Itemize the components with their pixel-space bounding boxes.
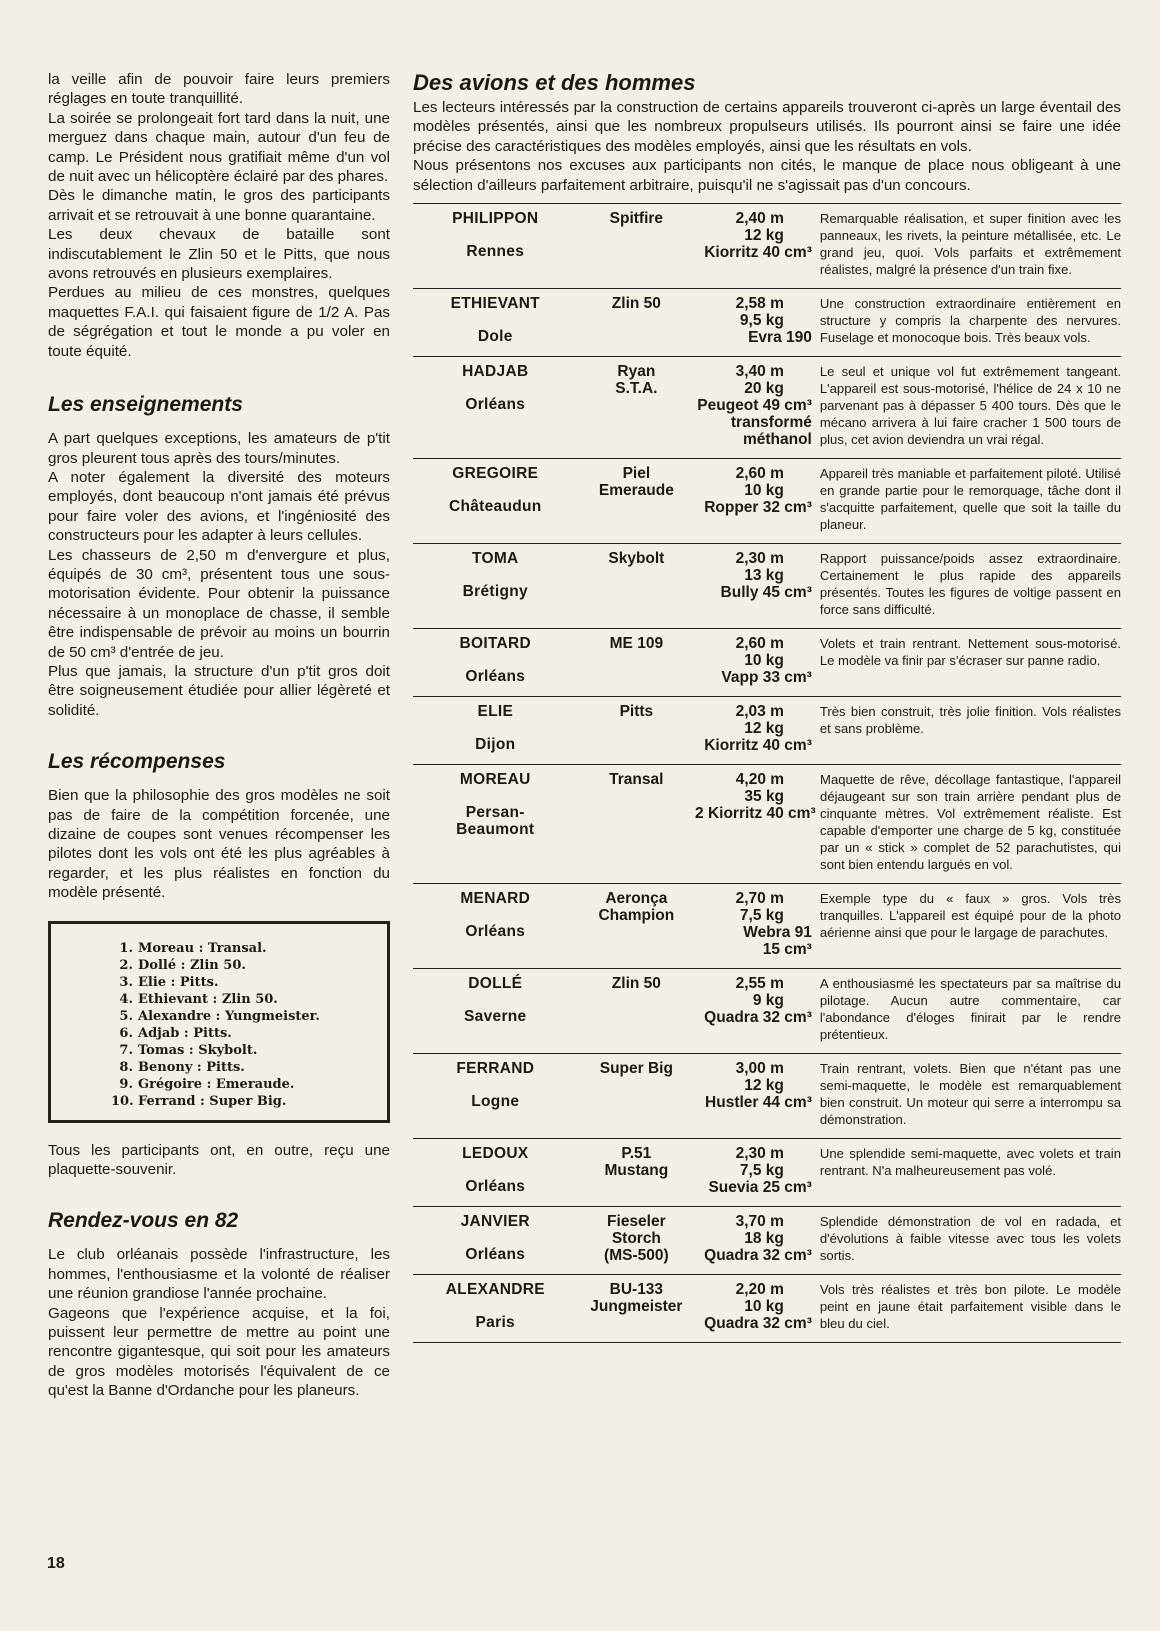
- pilot-cell: [413, 635, 578, 686]
- pilot-name: MENARD: [460, 890, 531, 908]
- model-line: (MS-500): [604, 1247, 669, 1265]
- specs-cell: [695, 1060, 812, 1128]
- spec-line: Quadra 32 cm³: [704, 1315, 812, 1333]
- spec-line: Suevia 25 cm³: [708, 1179, 812, 1197]
- pilot-town: Dole: [477, 328, 513, 346]
- notes-cell: Une construction extraordinaire entièrement en structure y compris la charpente des nervures. Fuselage et monocoque bois. Très beaux vols.: [819, 296, 1121, 346]
- awards-list: [111, 940, 377, 1110]
- pilot-town: Dijon: [475, 736, 516, 754]
- intro-paragraph: Nous présentons nos excuses aux participants non cités, le manque de place nous obligeant à une sélection d'ailleurs parfaitement arbitraire, puisqu'il ne s'agissait pas d'un concours.: [413, 157, 1121, 194]
- pilot-town: Brétigny: [462, 583, 528, 601]
- paragraph: la veille afin de pouvoir faire leurs premiers réglages en toute tranquillité.: [48, 71, 390, 108]
- award-item: [111, 1042, 377, 1059]
- award-item: [111, 974, 377, 991]
- pilot-cell: [413, 771, 577, 873]
- specs-cell: [695, 1213, 812, 1264]
- spec-line: 2,58 m: [735, 295, 784, 313]
- award-item: [111, 1076, 377, 1093]
- spec-line: 4,20 m: [735, 771, 785, 789]
- section-title-rendez-vous: Rendez-vous en 82: [48, 1209, 239, 1233]
- spec-line: 2,55 m: [735, 975, 784, 993]
- model-line: Zlin 50: [611, 975, 661, 993]
- pilot-town: [413, 804, 577, 838]
- model-line: Zlin 50: [611, 295, 661, 313]
- spec-line: Vapp 33 cm³: [721, 669, 812, 687]
- spec-line: 9 kg: [752, 992, 784, 1010]
- spec-line: 3,00 m: [735, 1060, 784, 1078]
- model-cell: [578, 1281, 696, 1332]
- spec-line: Bully 45 cm³: [720, 584, 812, 602]
- model-cell: [578, 635, 696, 686]
- paragraph: Les chasseurs de 2,50 m d'envergure et plus, équipés de 30 cm³, présentent tous une sous-motorisation évidente. Pour obtenir la puissance nécessaire à un monoplace de chasse, il semble être indispensable de prévoir au moins un bourrin de 50 cm³ d'entrée de jeu.: [48, 546, 390, 661]
- pilot-name: LEDOUX: [462, 1145, 529, 1163]
- notes-cell: Train rentrant, volets. Bien que n'étant pas une semi-maquette, le modèle est remarquablement bien construit. Un moteur qui serre a interrompu sa démonstration.: [819, 1061, 1121, 1128]
- specs-cell: [695, 975, 812, 1043]
- spec-line: 35 kg: [744, 788, 785, 806]
- pilot-cell: [413, 703, 578, 754]
- paragraph: Perdues au milieu de ces monstres, quelques maquettes F.A.I. qui faisaient figure de 1/2 A. Pas de ségrégation et tout le monde a pu voler en toute équité.: [48, 284, 390, 360]
- award-rank: 6.: [119, 1025, 133, 1041]
- spec-line: Hustler 44 cm³: [705, 1094, 812, 1112]
- award-rank: 5.: [119, 1008, 133, 1024]
- award-rank: 8.: [119, 1059, 133, 1075]
- pilot-cell: [413, 550, 578, 618]
- notes-cell: Exemple type du « faux » gros. Vols très tranquilles. L'appareil est équipé pour de la photo aérienne ainsi que pour le largage de parachutes.: [819, 891, 1121, 941]
- pilot-town: Châteaudun: [448, 498, 542, 516]
- award-text: Moreau : Transal.: [138, 940, 267, 956]
- award-item: [111, 1008, 377, 1025]
- awards-box: [48, 921, 390, 1123]
- spec-line: 7,5 kg: [739, 1162, 784, 1180]
- model-line: Piel: [622, 465, 651, 483]
- pilot-cell: [413, 975, 578, 1043]
- spec-line: 7,5 kg: [739, 907, 784, 925]
- spec-line: Kiorritz 40 cm³: [704, 244, 812, 262]
- notes-cell: Une splendide semi-maquette, avec volets et train rentrant. N'a malheureusement pas volé.: [819, 1146, 1121, 1179]
- model-line: Super Big: [599, 1060, 673, 1078]
- model-line: Fieseler: [607, 1213, 666, 1231]
- award-item: [111, 940, 377, 957]
- model-line: Transal: [609, 771, 664, 789]
- spec-line: 3,70 m: [735, 1213, 784, 1231]
- award-item: [111, 1059, 377, 1076]
- model-cell: [578, 703, 696, 754]
- award-rank: 1.: [119, 940, 133, 956]
- pilot-name: JANVIER: [460, 1213, 530, 1231]
- entry-row: [413, 969, 1121, 1054]
- spec-line: 2,30 m: [735, 550, 784, 568]
- model-line: S.T.A.: [615, 380, 658, 398]
- entry-row: [413, 1139, 1121, 1207]
- notes-cell: Maquette de rêve, décollage fantastique, l'appareil déjaugeant sur son train arrière pendant plus de cinquante mètres. Vol extrêmement réaliste. Est capable d'emporter une charge de 5 kg, constituée par un « stick » complet de 52 parachutistes, qui sont bien entendu largués en vol.: [820, 772, 1121, 873]
- model-cell: [578, 465, 696, 533]
- pilot-cell: [413, 363, 578, 448]
- model-cell: [578, 890, 696, 958]
- spec-line: 9,5 kg: [739, 312, 784, 330]
- entry-row: [413, 765, 1121, 884]
- model-line: Storch: [611, 1230, 661, 1248]
- pilot-town: Orléans: [465, 668, 526, 686]
- spec-line: 2,20 m: [735, 1281, 784, 1299]
- spec-line: Quadra 32 cm³: [704, 1009, 812, 1027]
- model-line: Skybolt: [608, 550, 665, 568]
- specs-cell: [695, 363, 812, 448]
- pilot-cell: [413, 295, 578, 346]
- model-line: Pitts: [619, 703, 654, 721]
- spec-line: 15 cm³: [762, 941, 812, 959]
- paragraph: Le club orléanais possède l'infrastructure, les hommes, l'enthousiasme et la volonté de réaliser une réunion grandiose l'année prochaine.: [48, 1246, 390, 1303]
- award-rank: 10.: [111, 1093, 134, 1109]
- notes-cell: Appareil très maniable et parfaitement piloté. Utilisé en grande partie pour le remorquage, tâche dont il s'acquitte parfaitement, quelle que soit la taille du planeur.: [819, 466, 1121, 533]
- notes-cell: Volets et train rentrant. Nettement sous-motorisé. Le modèle va finir par s'écraser sur panne radio.: [819, 636, 1121, 669]
- award-text: Ferrand : Super Big.: [138, 1093, 287, 1109]
- specs-cell: [695, 1145, 812, 1196]
- entry-row: [413, 459, 1121, 544]
- paragraph: A noter également la diversité des moteurs employés, dont beaucoup n'ont jamais été prévus pour faire voler des avions, et l'ingéniosité des constructeurs pour les adapter à leurs cellules.: [48, 468, 390, 545]
- spec-line: Kiorritz 40 cm³: [704, 737, 812, 755]
- award-rank: 2.: [119, 957, 133, 973]
- pilot-town: Logne: [471, 1093, 520, 1111]
- model-line: Aeronça: [605, 890, 668, 908]
- specs-cell: [695, 295, 812, 346]
- entry-row: [413, 544, 1121, 629]
- spec-line: 2,60 m: [735, 635, 784, 653]
- pilot-town: Rennes: [466, 243, 525, 261]
- specs-cell: [695, 465, 812, 533]
- intro: [413, 98, 1121, 195]
- award-text: Ethievant : Zlin 50.: [138, 991, 278, 1007]
- model-cell: [578, 363, 696, 448]
- pilot-cell: [413, 1281, 578, 1332]
- spec-line: 2 Kiorritz 40 cm³: [695, 805, 816, 823]
- section-title-enseignements: Les enseignements: [48, 393, 243, 417]
- award-item: [111, 957, 377, 974]
- pilot-town: Orléans: [465, 1178, 526, 1196]
- paragraph: La soirée se prolongeait fort tard dans la nuit, une merguez dans chaque main, autour d'un feu de camp. Le Président nous gratifiait même d'un vol de nuit avec un hélicoptère éclairé par des phares.: [48, 109, 390, 186]
- section-title-recompenses: Les récompenses: [48, 750, 226, 774]
- pilot-town: Orléans: [465, 1246, 526, 1264]
- spec-line: Peugeot 49 cm³: [697, 397, 812, 415]
- award-text: Benony : Pitts.: [138, 1059, 245, 1075]
- pilot-name: GREGOIRE: [452, 465, 539, 483]
- award-text: Tomas : Skybolt.: [138, 1042, 258, 1058]
- entries-table: [413, 203, 1121, 1343]
- spec-line: 12 kg: [744, 227, 784, 245]
- spec-line: 12 kg: [744, 1077, 784, 1095]
- specs-cell: [695, 890, 812, 958]
- paragraph: Plus que jamais, la structure d'un p'tit gros doit être soigneusement étudiée pour allier légèreté et solidité.: [48, 662, 390, 719]
- paragraph: Tous les participants ont, en outre, reçu une plaquette-souvenir.: [48, 1141, 390, 1179]
- award-item: [111, 1093, 377, 1110]
- entry-row: [413, 629, 1121, 697]
- entry-row: [413, 697, 1121, 765]
- pilot-town: Orléans: [465, 923, 526, 941]
- model-line: Spitfire: [609, 210, 664, 228]
- spec-line: 10 kg: [744, 1298, 784, 1316]
- spec-line: 10 kg: [744, 652, 784, 670]
- entry-row: [413, 884, 1121, 969]
- model-line: Champion: [598, 907, 675, 925]
- spec-line: méthanol: [742, 431, 812, 449]
- pilot-town: Paris: [475, 1314, 515, 1332]
- left-column: [48, 70, 390, 1401]
- award-rank: 3.: [119, 974, 133, 990]
- spec-line: Evra 190: [748, 329, 812, 347]
- pilot-town: Orléans: [465, 396, 526, 414]
- pilot-cell: [413, 1213, 578, 1264]
- spec-line: 18 kg: [744, 1230, 784, 1248]
- model-line: BU-133: [609, 1281, 664, 1299]
- spec-line: 2,30 m: [735, 1145, 784, 1163]
- pilot-cell: [413, 210, 578, 278]
- model-line: Ryan: [617, 363, 656, 381]
- entry-row: [413, 357, 1121, 459]
- specs-cell: [695, 210, 812, 278]
- spec-line: 2,60 m: [735, 465, 784, 483]
- pilot-name: ETHIEVANT: [450, 295, 540, 313]
- right-column: [413, 70, 1121, 1343]
- award-text: Grégoire : Emeraude.: [138, 1076, 295, 1092]
- spec-line: Webra 91: [743, 924, 812, 942]
- model-cell: [577, 771, 695, 873]
- award-text: Elie : Pitts.: [138, 974, 219, 990]
- model-cell: [578, 1213, 696, 1264]
- entry-row: [413, 1275, 1121, 1343]
- model-cell: [578, 1060, 696, 1128]
- spec-line: 3,40 m: [735, 363, 784, 381]
- award-text: Dollé : Zlin 50.: [138, 957, 246, 973]
- model-line: ME 109: [609, 635, 664, 653]
- specs-cell: [695, 771, 816, 873]
- model-cell: [578, 975, 696, 1043]
- spec-line: 20 kg: [744, 380, 784, 398]
- model-line: P.51: [621, 1145, 652, 1163]
- award-text: Alexandre : Yungmeister.: [138, 1008, 320, 1024]
- entry-row: [413, 1054, 1121, 1139]
- specs-cell: [695, 1281, 812, 1332]
- notes-cell: Le seul et unique vol fut extrêmement tangeant. L'appareil est sous-motorisé, l'hélice de 24 x 10 ne parvenant pas à dépasser 5 400 tours. Dès que le mécano arrivera à lui faire cracher 1 500 tours de plus, cet avion deviendra un vrai régal.: [819, 364, 1121, 448]
- pilot-name: ELIE: [477, 703, 514, 721]
- pilot-name: TOMA: [471, 550, 519, 568]
- pilot-name: PHILIPPON: [452, 210, 539, 228]
- spec-line: 2,03 m: [735, 703, 784, 721]
- model-cell: [578, 295, 696, 346]
- pilot-town-part: Beaumont: [456, 821, 535, 839]
- pilot-cell: [413, 465, 578, 533]
- specs-cell: [695, 703, 812, 754]
- pilot-name: HADJAB: [462, 363, 529, 381]
- pilot-name: DOLLÉ: [468, 975, 523, 993]
- pilot-cell: [413, 1060, 578, 1128]
- model-cell: [578, 1145, 696, 1196]
- pilot-name: ALEXANDRE: [445, 1281, 545, 1299]
- spec-line: Quadra 32 cm³: [704, 1247, 812, 1265]
- pilot-town-part: Persan-: [465, 804, 525, 822]
- notes-cell: Splendide démonstration de vol en radada, et d'évolutions à faible vitesse avec tous les volets sortis.: [819, 1214, 1121, 1264]
- notes-cell: Rapport puissance/poids assez extraordinaire. Certainement le plus rapide des appareils présentés. Toutes les figures de voltige passent en force sans difficulté.: [819, 551, 1121, 618]
- pilot-cell: [413, 1145, 578, 1196]
- specs-cell: [695, 550, 812, 618]
- paragraph: Dès le dimanche matin, le gros des participants arrivait et se retrouvait à une bonne quarantaine.: [48, 187, 390, 224]
- model-cell: [578, 550, 696, 618]
- pilot-cell: [413, 890, 578, 958]
- spec-line: transformé: [730, 414, 812, 432]
- award-item: [111, 991, 377, 1008]
- award-rank: 7.: [119, 1042, 133, 1058]
- spec-line: 13 kg: [744, 567, 784, 585]
- pilot-name: FERRAND: [456, 1060, 535, 1078]
- intro-paragraph: Les lecteurs intéressés par la construction de certains appareils trouveront ci-après un large éventail des modèles présentés, ainsi que les nombreux propulseurs utilisés. Ils pourront ainsi se faire une idée précise des caractéristiques des modèles employés, ainsi que les résultats en vols.: [413, 99, 1121, 155]
- model-cell: [578, 210, 696, 278]
- pilot-name: MOREAU: [459, 771, 531, 789]
- award-item: [111, 1025, 377, 1042]
- model-line: Emeraude: [598, 482, 674, 500]
- notes-cell: Vols très réalistes et très bon pilote. Le modèle peint en jaune était parfaitement visible dans le bleu du ciel.: [819, 1282, 1121, 1332]
- spec-line: 2,40 m: [735, 210, 784, 228]
- paragraph: A part quelques exceptions, les amateurs de p'tit gros pleurent tous après des tours/minutes.: [48, 430, 390, 467]
- entry-row: [413, 289, 1121, 357]
- entry-row: [413, 204, 1121, 289]
- paragraph: Les deux chevaux de bataille sont indiscutablement le Zlin 50 et le Pitts, que nous avons retrouvés en plusieurs exemplaires.: [48, 226, 390, 283]
- paragraph: Gageons que l'expérience acquise, et la foi, puissent leur permettre de mettre au point une rencontre gigantesque, qui soit pour les amateurs de gros modèles motorisés l'équivalent de ce qu'est la Banne d'Ordanche pour les planeurs.: [48, 1304, 390, 1400]
- paragraph: Bien que la philosophie des gros modèles ne soit pas de faire de la compétition forcenée, une dizaine de coupes sont venues récompenser les pilotes dont les vols ont été les plus agréables à regarder, et les plus réalistes en fonction du modèle présenté.: [48, 787, 390, 902]
- notes-cell: Très bien construit, très jolie finition. Vols réalistes et sans problème.: [819, 704, 1121, 737]
- notes-cell: A enthousiasmé les spectateurs par sa maîtrise du pilotage. Aucun autre commentaire, car l'abondance d'éloges finirait par le rendre prétentieux.: [819, 976, 1121, 1043]
- model-line: Jungmeister: [590, 1298, 683, 1316]
- main-title: Des avions et des hommes: [413, 70, 696, 95]
- spec-line: 10 kg: [744, 482, 784, 500]
- award-rank: 4.: [119, 991, 133, 1007]
- notes-cell: Remarquable réalisation, et super finition avec les panneaux, les rivets, la peinture métallisée, etc. Le grand jeu, quoi. Vols parfaits et extrêmement réalistes, malgré la présence d'un train fixe.: [819, 211, 1121, 278]
- pilot-town: Saverne: [464, 1008, 527, 1026]
- model-line: Mustang: [604, 1162, 669, 1180]
- award-rank: 9.: [119, 1076, 133, 1092]
- award-text: Adjab : Pitts.: [138, 1025, 232, 1041]
- specs-cell: [695, 635, 812, 686]
- spec-line: 12 kg: [744, 720, 784, 738]
- spec-line: Ropper 32 cm³: [704, 499, 812, 517]
- spec-line: 2,70 m: [735, 890, 784, 908]
- entry-row: [413, 1207, 1121, 1275]
- page-number: 18: [47, 1555, 65, 1572]
- pilot-name: BOITARD: [459, 635, 532, 653]
